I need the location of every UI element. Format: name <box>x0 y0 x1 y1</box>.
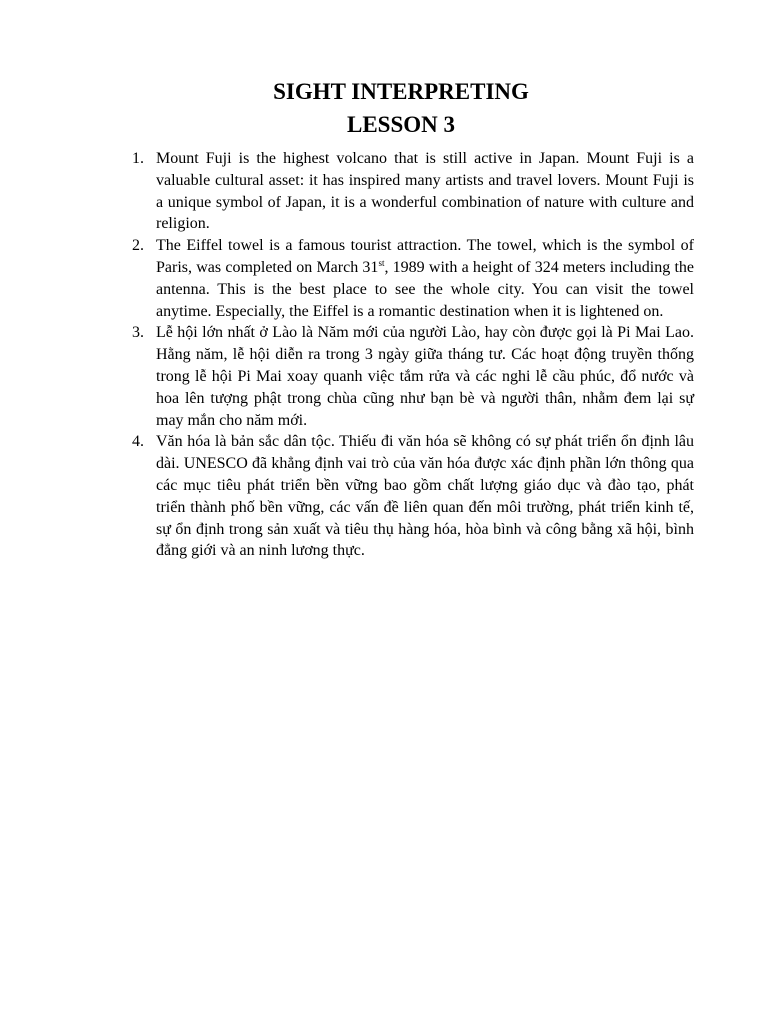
item-text: Lễ hội lớn nhất ở Lào là Năm mới của người Lào, hay còn được gọi là Pi Mai Lao. Hằng năm, lễ hội diễn ra trong 3 ngày giữa tháng tư. Các hoạt động truyền thống trong lễ hội Pi Mai xoay quanh việc tắm rửa và các nghi lễ cầu phúc, đổ nước và hoa lên tượng phật trong chùa cũng như bạn bè và người thân, nhằm đem lại sự may mắn cho năm mới. <box>156 324 694 429</box>
list-item <box>132 322 694 431</box>
item-number: 1. <box>132 150 144 167</box>
item-text <box>156 237 694 319</box>
list-item <box>132 235 695 322</box>
item-text-part: The Eiffel towel is a famous tourist attraction. The towel, which is the symbol of Paris, was completed on March 31 <box>156 237 694 276</box>
item-text-part: , 1989 with a height of 324 meters including the antenna. This is the best place to see the whole city. You can visit the towel anytime. Especially, the Eiffel is a romantic destination when it is lightened on. <box>156 258 695 320</box>
list-item <box>132 148 694 235</box>
document-title: SIGHT INTERPRETING <box>273 79 529 104</box>
item-number: 3. <box>132 324 144 342</box>
item-number: 2. <box>132 237 144 255</box>
item-text: Mount Fuji is the highest volcano that is still active in Japan. Mount Fuji is a valuable cultural asset: it has inspired many artists and travel lovers. Mount Fuji is a unique symbol of Japan, it is a wonderful combination of nature with culture and religion. <box>156 150 694 233</box>
list-item <box>132 431 694 562</box>
ordinal-superscript: st <box>378 257 385 268</box>
item-number: 4. <box>132 433 144 451</box>
item-text: Văn hóa là bản sắc dân tộc. Thiếu đi văn hóa sẽ không có sự phát triển ổn định lâu dài. UNESCO đã khẳng định vai trò của văn hóa được xác định phần lớn thông qua các mục tiêu phát triển bền vững bao gồm chất lượng giáo dục và đào tạo, phát triển thành phố bền vững, các vấn đề liên quan đến môi trường, phát triển kinh tế, sự ổn định trong sản xuất và tiêu thụ hàng hóa, hòa bình và công bằng xã hội, bình đẳng giới và an ninh lương thực. <box>156 433 694 560</box>
exercise-list <box>132 148 695 562</box>
lesson-heading: LESSON 3 <box>346 112 455 137</box>
